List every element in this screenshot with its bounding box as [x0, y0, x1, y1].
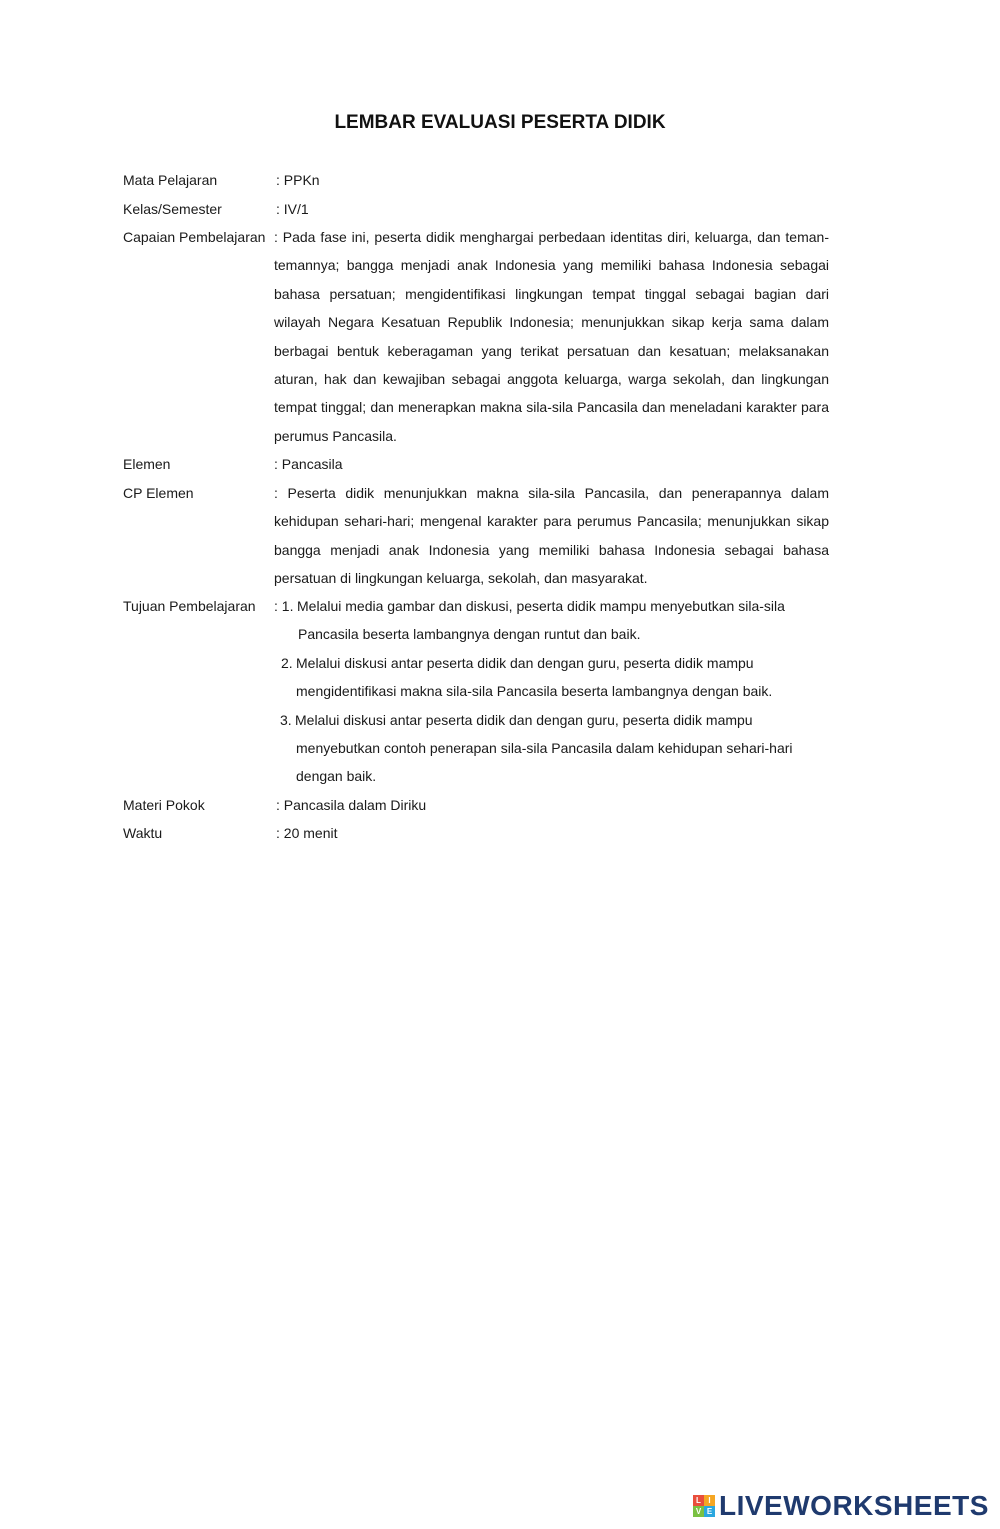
field-label: Waktu [123, 825, 163, 841]
field-tujuan-pembelajaran [123, 592, 829, 792]
goal-item-2-continuation: mengidentifikasi makna sila-sila Pancasila beserta lambangnya dengan baik. [296, 683, 773, 700]
field-label: Mata Pelajaran [123, 172, 218, 188]
field-label: Tujuan Pembelajaran [123, 598, 256, 614]
field-label: Materi Pokok [123, 797, 205, 813]
goal-item-3-line: Melalui diskusi antar peserta didik dan dengan guru, peserta didik mampu [295, 711, 753, 728]
goal-item-1-continuation: Pancasila beserta lambangnya dengan runtut dan baik. [298, 626, 641, 643]
logo-mark-letter: V [693, 1506, 704, 1517]
goal-item-1-prefix: : 1. [274, 598, 294, 614]
logo-mark-letter: E [704, 1506, 715, 1517]
field-value: : Pancasila [274, 456, 343, 472]
goal-item-3-continuation-2: dengan baik. [296, 768, 377, 785]
field-value: : PPKn [276, 172, 320, 188]
goal-item-2-line: Melalui diskusi antar peserta didik dan dengan guru, peserta didik mampu [296, 654, 754, 671]
field-label: Capaian Pembelajaran [123, 229, 266, 245]
liveworksheets-logo-icon [693, 1495, 715, 1517]
field-value-paragraph: : Peserta didik menunjukkan makna sila-sila Pancasila, dan penerapannya dalam kehidupan sehari-hari; mengenal karakter para perumus Pancasila; menunjukkan sikap bangga menjadi anak Indonesia yang memiliki bahasa Indonesia sebagai bahasa persatuan di lingkungan keluarga, sekolah, dan masyarakat. [274, 485, 829, 587]
logo-mark-letter: I [704, 1495, 715, 1506]
liveworksheets-logo [693, 1488, 989, 1524]
field-label: Kelas/Semester [123, 201, 222, 217]
goal-item-3-prefix: 3. [280, 711, 292, 728]
field-label: Elemen [123, 456, 171, 472]
goal-item-2-prefix: 2. [281, 654, 293, 671]
liveworksheets-logo-text: LIVEWORKSHEETS [719, 1490, 989, 1521]
field-value: : IV/1 [276, 201, 309, 217]
goal-item-3-continuation: menyebutkan contoh penerapan sila-sila Pancasila dalam kehidupan sehari-hari [296, 740, 793, 756]
field-label: CP Elemen [123, 485, 194, 501]
page-title: LEMBAR EVALUASI PESERTA DIDIK [334, 112, 666, 133]
goal-item-1-line: Melalui media gambar dan diskusi, peserta didik mampu menyebutkan sila-sila [297, 598, 785, 614]
field-value: : 20 menit [276, 825, 338, 841]
field-value: : Pancasila dalam Diriku [276, 797, 427, 813]
field-value-paragraph: : Pada fase ini, peserta didik menghargai perbedaan identitas diri, keluarga, dan teman-temannya; bangga menjadi anak Indonesia yang memiliki bahasa Indonesia sebagai bahasa persatuan; mengidentifikasi lingkungan tempat tinggal sebagai bagian dari wilayah Negara Kesatuan Republik Indonesia; menunjukkan sikap kerja sama dalam berbagai bentuk keberagaman yang terikat persatuan dan kesatuan; melaksanakan aturan, hak dan kewajiban sebagai anggota keluarga, warga sekolah, dan lingkungan tempat tinggal; dan menerapkan makna sila-sila Pancasila dan meneladani karakter para perumus Pancasila. [274, 229, 829, 444]
logo-mark-letter: L [693, 1495, 704, 1506]
